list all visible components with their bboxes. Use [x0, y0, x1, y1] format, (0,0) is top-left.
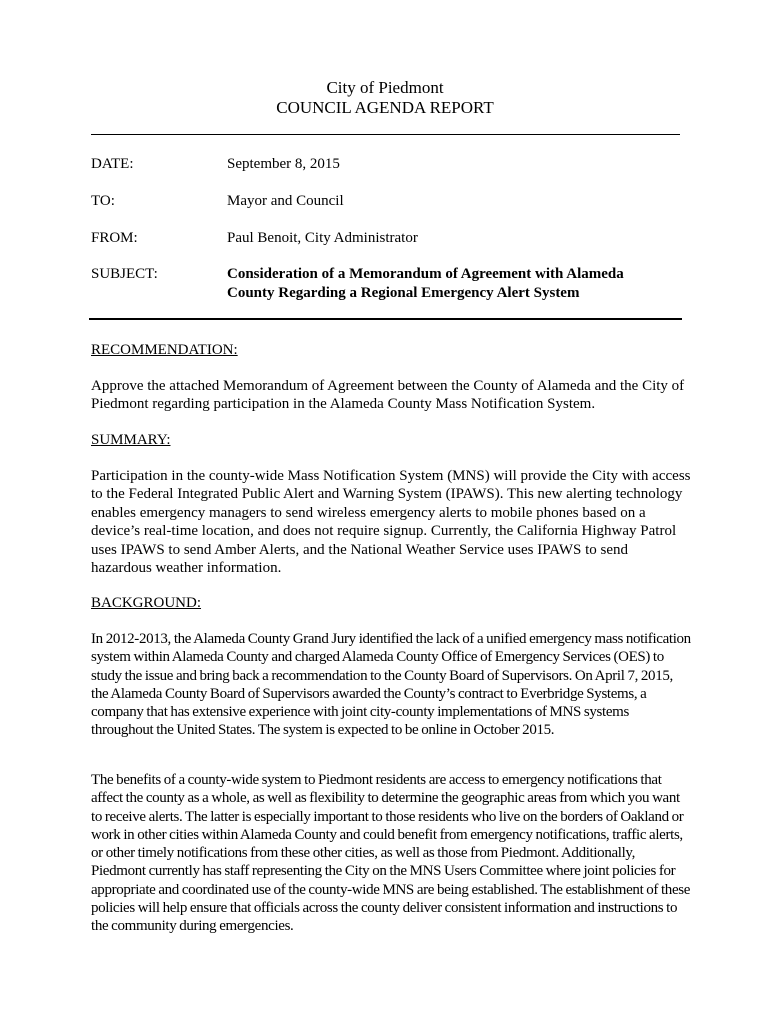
subject-line-1: Consideration of a Memorandum of Agreement with Alameda [227, 266, 624, 282]
summary-text: Participation in the county-wide Mass Notification System (MNS) will provide the City with access to the Federal Integrated Public Alert and Warning System (IPAWS). This new alerting technology enables emergency managers to send wireless emergency alerts to mobile phones based on a device’s real-time location, and does not require signup. Currently, the California Highway Patrol uses IPAWS to send Amber Alerts, and the National Weather Service uses IPAWS to send hazardous weather information. [91, 468, 691, 577]
from-value: Paul Benoit, City Administrator [227, 230, 418, 246]
background-paragraph-2: The benefits of a county-wide system to Piedmont residents are access to emergency notifications that affect the county as a whole, as well as flexibility to determine the geographic areas from which you want to receive alerts. The latter is especially important to those residents who live on the borders of Oakland or work in other cities within Alameda County and could benefit from emergency notifications, traffic alerts, or other timely notifications from these other cities, as well as those from Piedmont. Additionally, Piedmont currently has staff representing the City on the MNS Users Committee where joint policies for appropriate and coordinated use of the county-wide MNS are being established. The establishment of these policies will help ensure that officials across the county deliver consistent information and instructions to the community during emergencies. [91, 772, 691, 935]
date-label: DATE: [91, 156, 134, 172]
subject-line-2: County Regarding a Regional Emergency Alert System [227, 285, 580, 301]
from-label: FROM: [91, 230, 138, 246]
to-value: Mayor and Council [227, 193, 344, 209]
background-paragraph-1: In 2012-2013, the Alameda County Grand Jury identified the lack of a unified emergency mass notification system within Alameda County and charged Alameda County Office of Emergency Services (OES) to study the issue and bring back a recommendation to the County Board of Supervisors. On April 7, 2015, the Alameda County Board of Supervisors awarded the County’s contract to Everbridge Systems, a company that has extensive experience with joint city-county implementations of MNS systems throughout the United States. The system is expected to be online in October 2015. [91, 631, 691, 739]
subject-label: SUBJECT: [91, 266, 158, 282]
to-label: TO: [91, 193, 115, 209]
subject-divider [89, 318, 682, 320]
header-divider [91, 134, 680, 135]
report-title: COUNCIL AGENDA REPORT [276, 98, 494, 117]
recommendation-heading: RECOMMENDATION: [91, 342, 238, 358]
summary-heading: SUMMARY: [91, 432, 171, 448]
city-title: City of Piedmont [326, 78, 444, 97]
recommendation-text: Approve the attached Memorandum of Agreement between the County of Alameda and the City of Piedmont regarding participation in the Alameda County Mass Notification System. [91, 378, 685, 413]
background-heading: BACKGROUND: [91, 595, 202, 611]
date-value: September 8, 2015 [227, 156, 340, 172]
